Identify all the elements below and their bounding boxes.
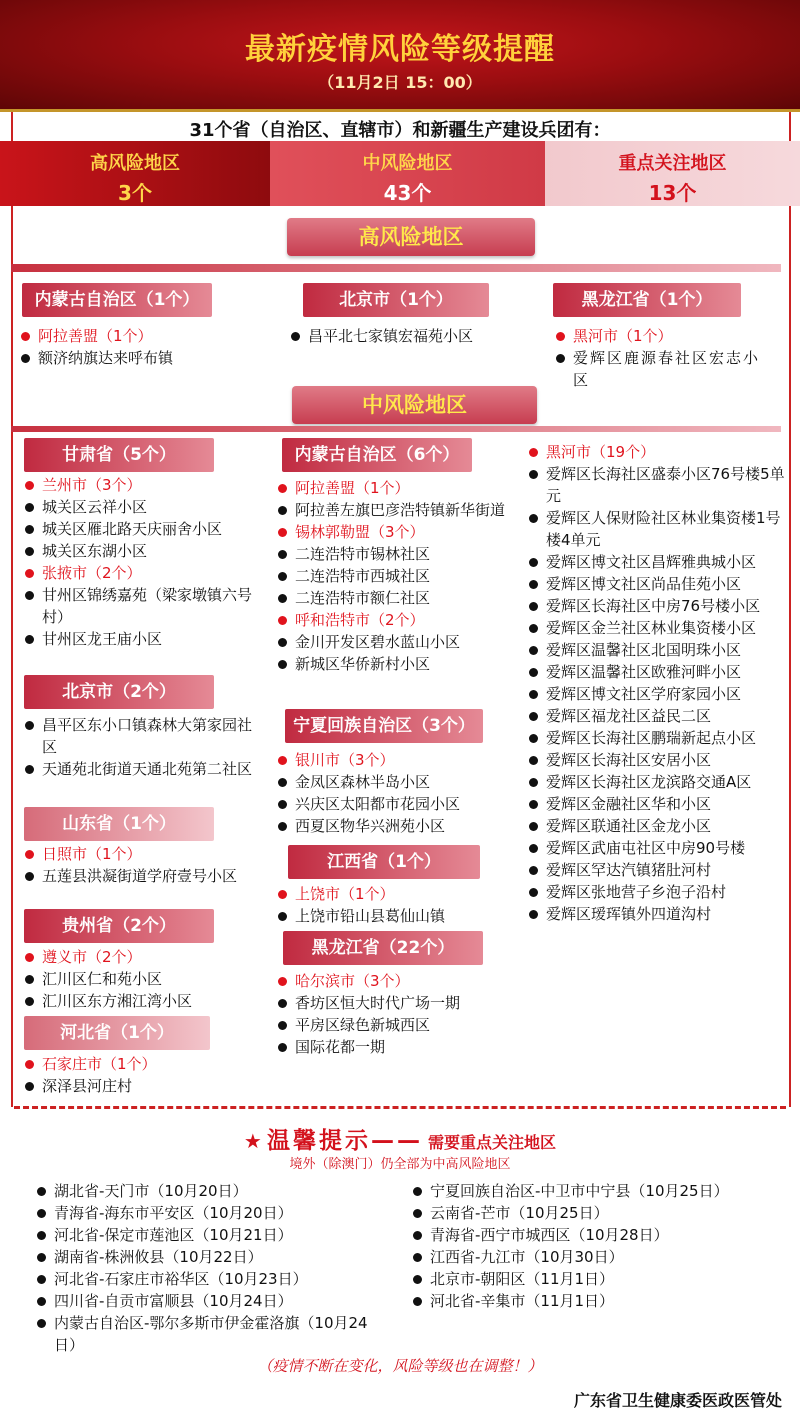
list-item: 黑河市（19个） (526, 441, 788, 463)
mid-list-heilongjiang (275, 970, 515, 1058)
list-item: 汇川区东方湘江湾小区 (22, 990, 262, 1012)
list-item: 爱辉区人保财险社区林业集资楼1号楼4单元 (526, 507, 788, 551)
stat-focus (545, 141, 800, 206)
list-item: 甘州区锦绣嘉苑（梁家墩镇六号村） (22, 584, 262, 628)
list-item: 城关区东湖小区 (22, 540, 262, 562)
mid-province-ningxia: 宁夏回族自治区（3个） (285, 709, 483, 743)
list-item: 兰州市（3个） (22, 474, 262, 496)
list-item: 西夏区物华兴洲苑小区 (275, 815, 515, 837)
list-item: 香坊区恒大时代广场一期 (275, 992, 515, 1014)
list-item: 云南省-芒市（10月25日） (410, 1202, 795, 1224)
mid-province-beijing: 北京市（2个） (24, 675, 214, 709)
list-item: 爱辉区长海社区安居小区 (526, 749, 788, 771)
summary-line: 31个省（自治区、直辖市）和新疆生产建设兵团有： (189, 120, 611, 141)
stat-mid-count: 43个 (383, 181, 432, 205)
footer-note: （疫情不断在变化，风险等级也在调整！） (257, 1357, 543, 1375)
list-item: 呼和浩特市（2个） (275, 609, 515, 631)
list-item: 爱辉区长海社区龙滨路交通A区 (526, 771, 788, 793)
list-item: 金川开发区碧水蓝山小区 (275, 631, 515, 653)
list-item: 二连浩特市西城社区 (275, 565, 515, 587)
list-item: 上饶市铅山县葛仙山镇 (275, 905, 515, 927)
list-item: 湖南省-株洲攸县（10月22日） (34, 1246, 414, 1268)
list-item: 江西省-九江市（10月30日） (410, 1246, 795, 1268)
high-risk-banner: 高风险地区 (287, 218, 535, 256)
list-item: 额济纳旗达来呼布镇 (18, 347, 268, 369)
high-province-1: 内蒙古自治区（1个） (22, 283, 212, 317)
mid-province-hebei: 河北省（1个） (24, 1016, 210, 1050)
list-item: 北京市-朝阳区（11月1日） (410, 1268, 795, 1290)
mid-list-heihe (526, 441, 788, 925)
stat-focus-label: 重点关注地区 (618, 153, 727, 174)
stat-high-risk (0, 141, 270, 206)
list-item: 河北省-石家庄市裕华区（10月23日） (34, 1268, 414, 1290)
list-item: 日照市（1个） (22, 843, 262, 865)
list-item: 国际花都一期 (275, 1036, 515, 1058)
stat-mid-label: 中风险地区 (362, 153, 453, 174)
list-item: 上饶市（1个） (275, 883, 515, 905)
list-item: 甘州区龙王庙小区 (22, 628, 262, 650)
focus-list-left (34, 1180, 414, 1356)
warm-tip-subtitle: 需要重点关注地区 (428, 1133, 557, 1152)
list-item: 河北省-辛集市（11月1日） (410, 1290, 795, 1312)
list-item: 二连浩特市锡林社区 (275, 543, 515, 565)
list-item: 河北省-保定市莲池区（10月21日） (34, 1224, 414, 1246)
list-item: 爱辉区金融社区华和小区 (526, 793, 788, 815)
list-item: 爱辉区长海社区鹏瑞新起点小区 (526, 727, 788, 749)
high-province-3: 黑龙江省（1个） (553, 283, 741, 317)
high-risk-band (11, 264, 781, 272)
list-item: 银川市（3个） (275, 749, 515, 771)
list-item: 五莲县洪凝街道学府壹号小区 (22, 865, 262, 887)
list-item: 新城区华侨新村小区 (275, 653, 515, 675)
list-item: 遵义市（2个） (22, 946, 262, 968)
mid-risk-banner: 中风险地区 (292, 386, 537, 424)
list-item: 爱辉区张地营子乡泡子沿村 (526, 881, 788, 903)
list-item: 阿拉善左旗巴彦浩特镇新华街道 (275, 499, 515, 521)
list-item: 爱辉区长海社区中房76号楼小区 (526, 595, 788, 617)
mid-list-gansu (22, 474, 262, 650)
list-item: 爱辉区博文社区昌辉雅典城小区 (526, 551, 788, 573)
mid-risk-band (11, 426, 781, 432)
mid-list-shandong (22, 843, 262, 887)
stat-focus-count: 13个 (648, 181, 697, 205)
list-item: 城关区雁北路天庆丽舍小区 (22, 518, 262, 540)
list-item: 内蒙古自治区-鄂尔多斯市伊金霍洛旗（10月24日） (34, 1312, 374, 1356)
list-item: 爱辉区长海社区盛泰小区76号楼5单元 (526, 463, 788, 507)
high-province-2: 北京市（1个） (303, 283, 489, 317)
list-item: 金凤区森林半岛小区 (275, 771, 515, 793)
list-item: 青海省-海东市平安区（10月20日） (34, 1202, 414, 1224)
focus-list-right (410, 1180, 795, 1312)
warm-tip-note: 境外（除澳门）仍全部为中高风险地区 (289, 1157, 511, 1172)
mid-province-heilongjiang: 黑龙江省（22个） (283, 931, 483, 965)
list-item: 爱辉区温馨社区北国明珠小区 (526, 639, 788, 661)
list-item: 深泽县河庄村 (22, 1075, 262, 1097)
list-item: 二连浩特市额仁社区 (275, 587, 515, 609)
stat-high-label: 高风险地区 (90, 153, 180, 174)
update-time: （11月2日 15：00） (318, 73, 482, 92)
list-item: 爱辉区武庙屯社区中房90号楼 (526, 837, 788, 859)
section-divider (14, 1106, 786, 1109)
mid-province-guizhou: 贵州省（2个） (24, 909, 214, 943)
page-title: 最新疫情风险等级提醒 (245, 32, 555, 67)
list-item: 城关区云祥小区 (22, 496, 262, 518)
stat-high-count: 3个 (118, 181, 152, 205)
list-item: 宁夏回族自治区-中卫市中宁县（10月25日） (410, 1180, 795, 1202)
list-item: 昌平区东小口镇森林大第家园社区 (22, 714, 262, 758)
list-item: 平房区绿色新城西区 (275, 1014, 515, 1036)
list-item: 爱辉区鹿源春社区宏志小区 (553, 347, 773, 391)
mid-province-gansu: 甘肃省（5个） (24, 438, 214, 472)
list-item: 爱辉区联通社区金龙小区 (526, 815, 788, 837)
list-item: 爱辉区罕达汽镇猪肚河村 (526, 859, 788, 881)
mid-province-jiangxi: 江西省（1个） (288, 845, 480, 879)
list-item: 昌平北七家镇宏福苑小区 (288, 325, 538, 347)
list-item: 湖北省-天门市（10月20日） (34, 1180, 414, 1202)
high-list-3 (553, 325, 773, 391)
list-item: 阿拉善盟（1个） (18, 325, 268, 347)
list-item: 爱辉区瑷珲镇外四道沟村 (526, 903, 788, 925)
list-item: 阿拉善盟（1个） (275, 477, 515, 499)
list-item: 爱辉区博文社区尚品佳苑小区 (526, 573, 788, 595)
list-item: 哈尔滨市（3个） (275, 970, 515, 992)
list-item: 兴庆区太阳都市花园小区 (275, 793, 515, 815)
high-list-2 (288, 325, 538, 347)
mid-list-guizhou (22, 946, 262, 1012)
mid-province-shandong: 山东省（1个） (24, 807, 214, 841)
mid-list-neimenggu (275, 477, 515, 675)
list-item: 张掖市（2个） (22, 562, 262, 584)
list-item: 四川省-自贡市富顺县（10月24日） (34, 1290, 414, 1312)
list-item: 黑河市（1个） (553, 325, 773, 347)
warm-tip-title: 温馨提示—— (266, 1128, 423, 1154)
high-list-1 (18, 325, 268, 369)
warm-tip-header (0, 1122, 800, 1155)
mid-list-beijing (22, 714, 262, 780)
list-item: 天通苑北街道天通北苑第二社区 (22, 758, 262, 780)
list-item: 爱辉区博文社区学府家园小区 (526, 683, 788, 705)
list-item: 爱辉区福龙社区益民二区 (526, 705, 788, 727)
list-item: 汇川区仁和苑小区 (22, 968, 262, 990)
list-item: 锡林郭勒盟（3个） (275, 521, 515, 543)
star-icon: ★ (243, 1129, 262, 1153)
mid-list-jiangxi (275, 883, 515, 927)
signature: 广东省卫生健康委医政医管处 (573, 1391, 782, 1410)
header (0, 0, 800, 112)
stat-mid-risk (270, 141, 545, 206)
mid-list-ningxia (275, 749, 515, 837)
list-item: 爱辉区温馨社区欧雅河畔小区 (526, 661, 788, 683)
list-item: 青海省-西宁市城西区（10月28日） (410, 1224, 795, 1246)
list-item: 石家庄市（1个） (22, 1053, 262, 1075)
mid-province-neimenggu: 内蒙古自治区（6个） (282, 438, 472, 472)
mid-list-hebei (22, 1053, 262, 1097)
list-item: 爱辉区金兰社区林业集资楼小区 (526, 617, 788, 639)
